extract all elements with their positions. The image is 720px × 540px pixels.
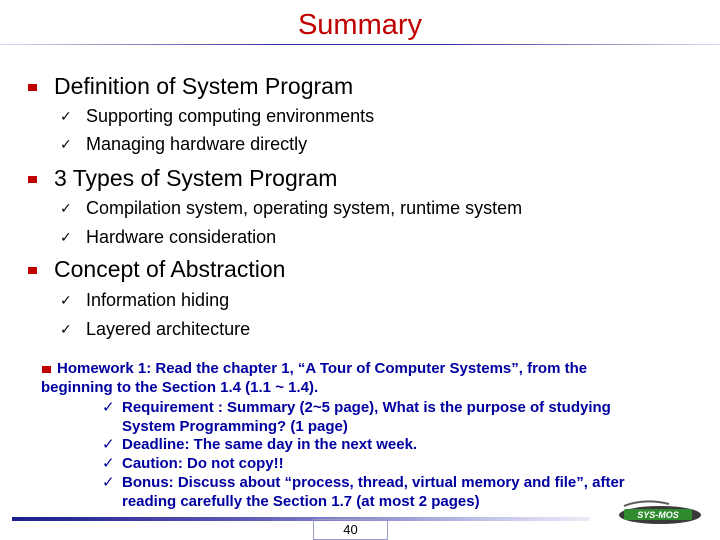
checkmark-icon: ✓: [60, 321, 72, 337]
subitem-text: Requirement : Summary (2~5 page), What is the purpose of studying: [122, 399, 611, 416]
subitem-text: reading carefully the Section 1.7 (at most 2 pages): [122, 492, 480, 510]
subitem-text: Bonus: Discuss about “process, thread, virtual memory and file”, after: [122, 474, 625, 491]
svg-text:SYS-MOS: SYS-MOS: [637, 510, 679, 520]
list-item-text: Information hiding: [86, 290, 230, 310]
section-heading: Concept of Abstraction: [54, 256, 286, 282]
checkmark-icon: ✓: [60, 229, 72, 245]
slide-title: Summary: [297, 9, 423, 41]
checkmark-icon: ✓: [60, 292, 72, 308]
homework-line: beginning to the Section 1.4 (1.1 ~ 1.4).: [41, 378, 319, 396]
subitem-text: Deadline: The same day in the next week.: [122, 436, 418, 453]
checkmark-icon: ✓: [102, 436, 115, 453]
checkmark-icon: ✓: [60, 200, 72, 216]
square-bullet-icon: [28, 176, 37, 183]
checkmark-icon: ✓: [102, 474, 115, 491]
subitem-text: Caution: Do not copy!!: [122, 455, 284, 472]
square-bullet-icon: [28, 267, 37, 274]
title-divider: [0, 44, 720, 45]
sys-mos-logo-icon: [614, 500, 702, 526]
list-item-text: Hardware consideration: [86, 227, 277, 247]
checkmark-icon: ✓: [60, 108, 72, 124]
list-item-text: Managing hardware directly: [86, 134, 308, 154]
square-bullet-icon: [42, 366, 51, 373]
section-heading: Definition of System Program: [54, 73, 354, 99]
homework-line: Homework 1: Read the chapter 1, “A Tour of Computer Systems”, from the: [57, 360, 588, 377]
checkmark-icon: ✓: [102, 399, 115, 416]
section-heading: 3 Types of System Program: [54, 165, 338, 191]
footer-gradient-bar: [12, 517, 590, 521]
list-item-text: Layered architecture: [86, 319, 251, 339]
list-item-text: Compilation system, operating system, runtime system: [86, 198, 523, 218]
checkmark-icon: ✓: [102, 455, 115, 472]
list-item-text: Supporting computing environments: [86, 106, 375, 126]
checkmark-icon: ✓: [60, 136, 72, 152]
subitem-text: System Programming? (1 page): [122, 417, 348, 435]
square-bullet-icon: [28, 84, 37, 91]
page-number: 40: [313, 519, 388, 540]
